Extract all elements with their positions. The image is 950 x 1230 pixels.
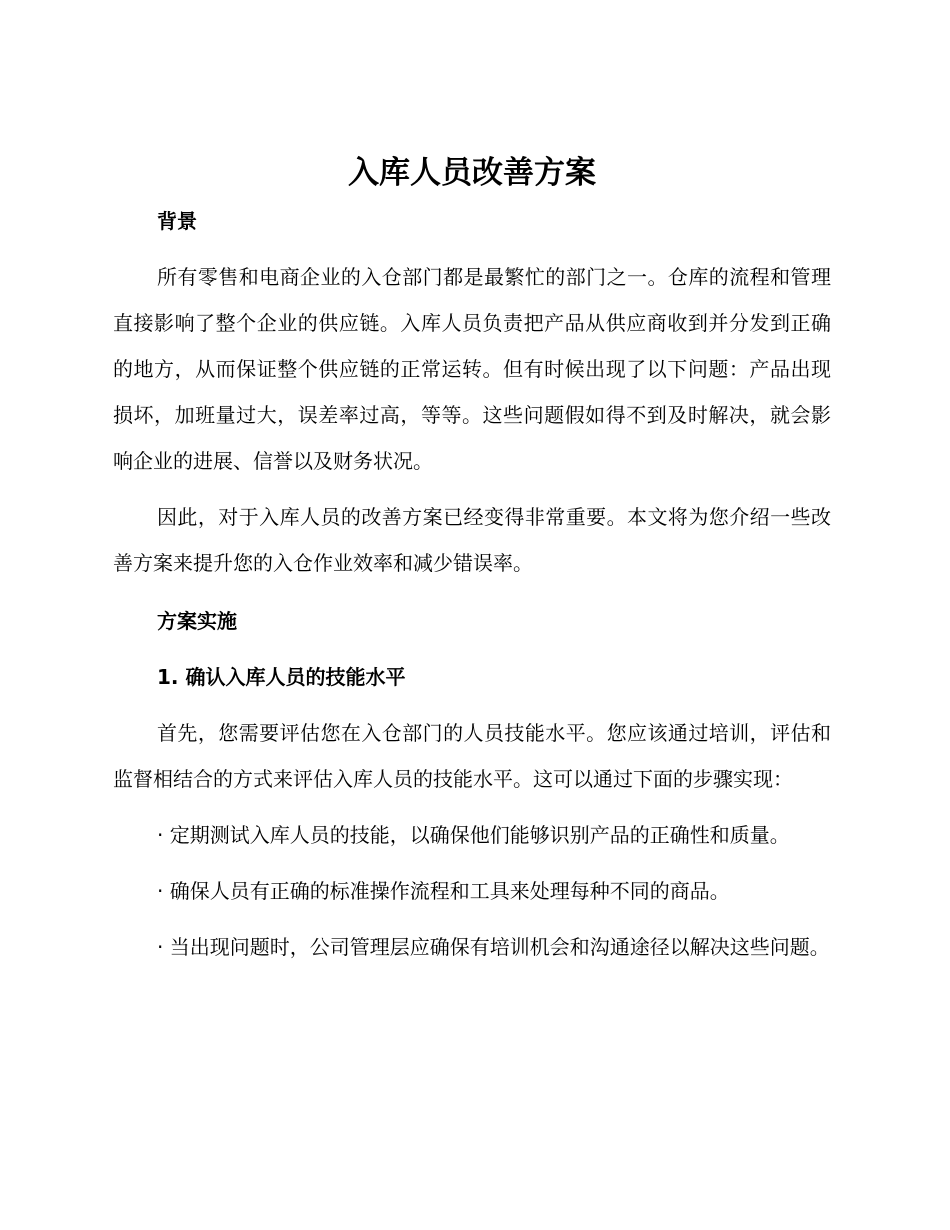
section-heading-background: 背景 [157, 209, 197, 233]
bullet-item-1: · 定期测试入库人员的技能，以确保他们能够识别产品的正确性和质量。 [157, 823, 790, 847]
document-page [113, 148, 831, 970]
subheading-skill-level: 1. 确认入库人员的技能水平 [157, 665, 406, 689]
bullet-item-2: · 确保人员有正确的标准操作流程和工具来处理每种不同的商品。 [157, 879, 730, 903]
section-heading-implementation: 方案实施 [157, 609, 237, 633]
implementation-intro-paragraph: 首先，您需要评估您在入仓部门的人员技能水平。您应该通过培训，评估和监督相结合的方式来评估入库人员的技能水平。这可以通过下面的步骤实现： [113, 721, 831, 791]
document-title: 入库人员改善方案 [348, 155, 596, 191]
bullet-item-3: · 当出现问题时，公司管理层应确保有培训机会和沟通途径以解决这些问题。 [157, 935, 830, 959]
background-paragraph-2: 因此，对于入库人员的改善方案已经变得非常重要。本文将为您介绍一些改善方案来提升您的入仓作业效率和减少错误率。 [113, 505, 831, 575]
background-paragraph-1: 所有零售和电商企业的入仓部门都是最繁忙的部门之一。仓库的流程和管理直接影响了整个企业的供应链。入库人员负责把产品从供应商收到并分发到正确的地方，从而保证整个供应链的正常运转。但有时候出现了以下问题：产品出现损坏，加班量过大，误差率过高，等等。这些问题假如得不到及时解决，就会影响企业的进展、信誉以及财务状况。 [113, 265, 831, 473]
